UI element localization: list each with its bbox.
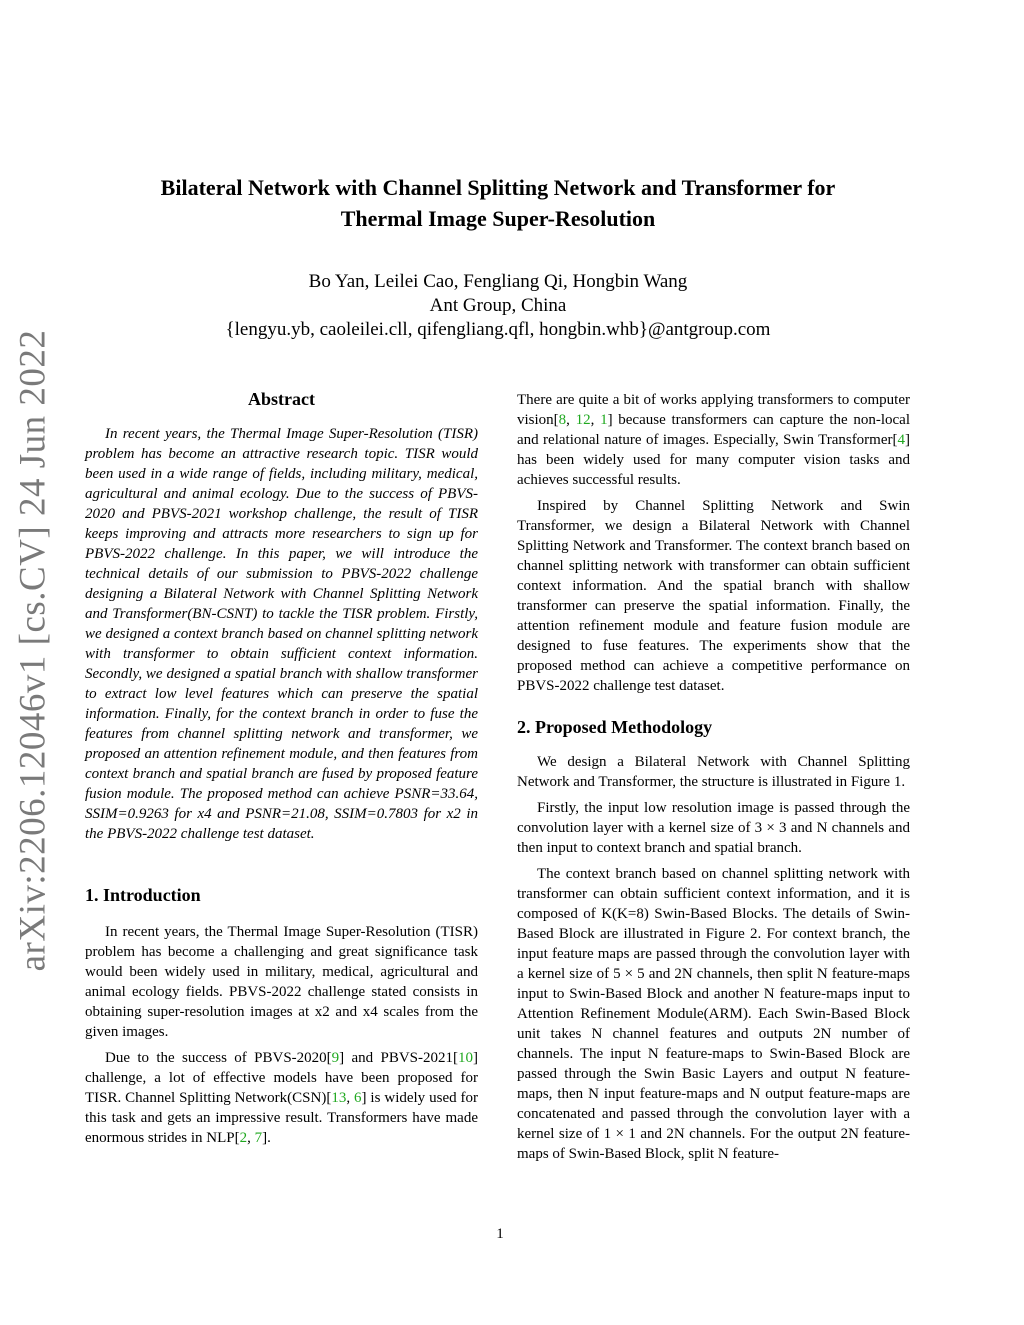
abstract-heading: Abstract [248, 389, 315, 409]
author-block [100, 270, 896, 342]
title-line-2: Thermal Image Super-Resolution [340, 206, 656, 231]
method-paragraph-3: The context branch based on channel splitting network with transformer can obtain sufficient context information, and it is composed of K(K=8) Swin-Based Blocks. The details of Swin-Based Block are illustrated in Figure 2. For context branch, the input feature maps are passed through the convolution layer with a kernel size of 5 × 5 and 2N channels, then split N feature-maps input to Swin-Based Block and another N feature-maps input to Attention Refinement Module(ARM). Each Swin-Based Block unit takes N channel features and outputs 2N number of channels. The input N feature-maps to Swin-Based Block are passed through the Swin Basic Layers and output N feature-maps, then N input feature-maps and N output feature-maps are concatenated and passed through the convolution layer with a kernel size of 1 × 1 and 2N channels. For the output 2N feature-maps of Swin-Based Block, split N feature- [517, 866, 910, 1162]
citation-link[interactable]: 2 [239, 1130, 248, 1146]
paper-title [100, 172, 896, 234]
citation-link[interactable]: 6 [354, 1090, 362, 1106]
intro-paragraph-4: Inspired by Channel Splitting Network and Swin Transformer, we design a Bilateral Network with Channel Splitting Network and Transformer. The context branch based on channel splitting network with transformer can obtain sufficient context information. And the spatial branch with shallow transformer can preserve the spatial information. Finally, the attention refinement module and feature fusion module are designed to fuse features. The experiments show that the proposed method can achieve a competitive performance on PBVS-2022 challenge test dataset. [517, 498, 910, 694]
intro-p2-text: ] is widely used for this task and gets an impressive result. Transformers have made enormous strides in NLP[ [85, 1090, 479, 1146]
right-column [517, 390, 910, 1170]
intro-p2-text: , [247, 1130, 255, 1146]
left-column [85, 384, 478, 1154]
abstract-text: In recent years, the Thermal Image Super-Resolution (TISR) problem has become an attractive research topic. TISR would been used in a wide range of fields, including military, medical, agricultural and animal ecology. Due to the success of PBVS-2020 and PBVS-2021 workshop challenge, the result of TISR keeps improving and attracts more researchers to sign up for PBVS-2022 challenge. In this paper, we will introduce the technical details of our submission to PBVS-2022 challenge designing a Bilateral Network with Channel Splitting Network and Transformer(BN-CSNT) to tackle the TISR problem. Firstly, we designed a context branch based on channel splitting network with transformer to obtain sufficient context information. Secondly, we designed a spatial branch with shallow transformer to extract low level features which can preserve the spatial information. Finally, for the context branch in order to fuse the features from channel splitting network and transformer, we proposed an attention refinement module, and then features from context branch and spatial branch are fused by proposed feature fusion module. The proposed method can achieve PSNR=33.64, SSIM=0.9263 for x4 and PSNR=21.08, SSIM=0.7803 for x2 in the PBVS-2022 challenge test dataset. [85, 426, 478, 842]
citation-link[interactable]: 12 [575, 412, 591, 428]
arxiv-stamp [8, 329, 58, 971]
intro-p2-text: , [346, 1090, 355, 1106]
citation-link[interactable]: 13 [331, 1090, 347, 1106]
intro-p2-text: Due to the success of PBVS-2020[ [105, 1050, 332, 1066]
right-p1-text: , [566, 412, 576, 428]
citation-link[interactable]: 8 [558, 412, 567, 428]
intro-paragraph-2 [85, 1048, 478, 1148]
right-p1-text: ] because transformers can capture the non-local and relational nature of images. Especially, Swin Transformer[ [517, 412, 910, 448]
affiliation: Ant Group, China [429, 295, 567, 316]
intro-paragraph-3 [517, 390, 910, 490]
intro-p2-text: ]. [262, 1130, 271, 1146]
introduction-heading: 1. Introduction [85, 885, 201, 905]
intro-p2-text: ] challenge, a lot of effective models have been proposed for TISR. Channel Splitting Network(CSN)[ [85, 1050, 478, 1106]
method-paragraph-1: We design a Bilateral Network with Channel Splitting Network and Transformer, the structure is illustrated in Figure 1. [517, 754, 910, 790]
arxiv-id: arXiv:2206.12046v1 [cs.CV] 24 Jun 2022 [12, 329, 54, 971]
right-p1-text: , [590, 412, 601, 428]
citation-link[interactable]: 10 [458, 1050, 473, 1066]
author-emails: {lengyu.yb, caoleilei.cll, qifengliang.qfl, hongbin.whb}@antgroup.com [225, 319, 771, 340]
right-p1-text: ] has been widely used for many computer vision tasks and achieves successful results. [517, 432, 910, 488]
intro-p2-text: ] and PBVS-2021[ [339, 1050, 458, 1066]
citation-link[interactable]: 7 [254, 1130, 263, 1146]
citation-link[interactable]: 9 [331, 1050, 340, 1066]
page-number: 1 [496, 1226, 504, 1242]
title-line-1: Bilateral Network with Channel Splitting Network and Transformer for [160, 175, 836, 200]
author-names: Bo Yan, Leilei Cao, Fengliang Qi, Hongbin Wang [308, 271, 688, 292]
method-paragraph-2: Firstly, the input low resolution image is passed through the convolution layer with a kernel size of 3 × 3 and N channels and then input to context branch and spatial branch. [517, 800, 910, 856]
citation-link[interactable]: 4 [897, 432, 905, 448]
intro-paragraph-1: In recent years, the Thermal Image Super-Resolution (TISR) problem has become a challenging and great significance task would been widely used in military, medical, agricultural and animal ecology fields. PBVS-2022 challenge stated consists in obtaining super-resolution images at x2 and x4 scales from the given images. [85, 924, 478, 1040]
citation-link[interactable]: 1 [600, 412, 608, 428]
methodology-heading: 2. Proposed Methodology [517, 717, 713, 737]
right-p1-text: There are quite a bit of works applying transformers to computer vision[ [517, 392, 910, 428]
